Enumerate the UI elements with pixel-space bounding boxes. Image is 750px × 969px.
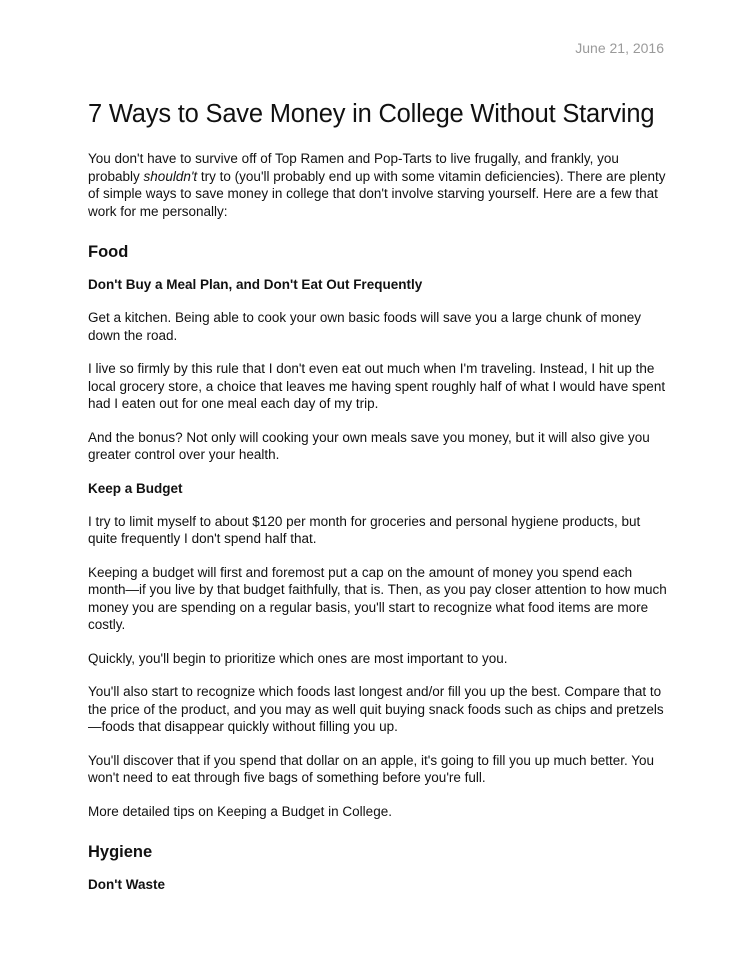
article-title: 7 Ways to Save Money in College Without Starving [88, 100, 655, 128]
intro-text-1: You don't have to survive off of Top Ramen and Pop-Tarts to live frugally, and frankly, you probably [88, 151, 619, 184]
meal-plan-paragraph-1: Get a kitchen. Being able to cook your own basic foods will save you a large chunk of money down the road. [88, 310, 642, 343]
budget-paragraph-3: Quickly, you'll begin to prioritize which ones are most important to you. [88, 650, 508, 666]
budget-paragraph-1: I try to limit myself to about $120 per month for groceries and personal hygiene products, but quite frequently I don't spend half that. [88, 513, 641, 546]
intro-text-2: try to (you'll probably end up with some vitamin deficiencies). There are plenty of simple ways to save money in college that don't involve starving yourself. Here are a few that work for me personally: [88, 168, 666, 219]
budget-paragraph-5: You'll discover that if you spend that dollar on an apple, it's going to fill you up much better. You won't need to eat through five bags of something before you're full. [88, 752, 655, 785]
section-heading-food: Food [88, 243, 129, 261]
article-body [88, 96, 668, 909]
budget-paragraph-2: Keeping a budget will first and foremost put a cap on the amount of money you spend each month—if you live by that budget faithfully, that is. Then, as you pay closer attention to how much money you are spending on a regular basis, you'll start to recognize what food items are more costly. [88, 564, 667, 632]
subheading-budget: Keep a Budget [88, 480, 183, 496]
budget-paragraph-4: You'll also start to recognize which foods last longest and/or fill you up the best. Compare that to the price of the product, and you may as well quit buying snack foods such as chips and pretzels—foods that disappear quickly without filling you up. [88, 684, 664, 734]
budget-paragraph-6: More detailed tips on Keeping a Budget in College. [88, 803, 392, 819]
publish-date: June 21, 2016 [575, 40, 664, 56]
section-heading-hygiene: Hygiene [88, 843, 153, 861]
subheading-dont-waste: Don't Waste [88, 877, 165, 892]
subheading-meal-plan: Don't Buy a Meal Plan, and Don't Eat Out Frequently [88, 277, 423, 292]
meal-plan-paragraph-2: I live so firmly by this rule that I don't even eat out much when I'm traveling. Instead, I hit up the local grocery store, a choice that leaves me having spent roughly half of what I would have spent had I eaten out for one meal each day of my trip. [88, 361, 666, 411]
meal-plan-paragraph-3: And the bonus? Not only will cooking your own meals save you money, but it will also give you greater control over your health. [88, 429, 650, 462]
intro-emphasis: shouldn't [143, 168, 198, 184]
intro-paragraph [88, 150, 668, 220]
